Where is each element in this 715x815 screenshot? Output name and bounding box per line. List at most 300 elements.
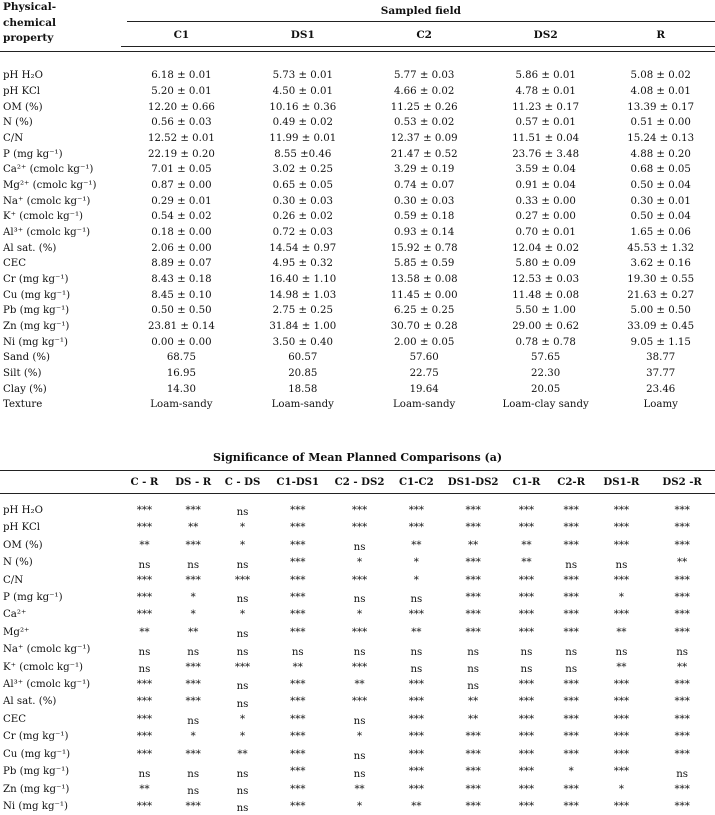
significance-cell: *** — [613, 574, 630, 586]
table-cell: 16.95 — [166, 367, 196, 379]
table-row — [0, 502, 715, 519]
significance-cell: *** — [465, 731, 481, 743]
significance-cell: ** — [616, 626, 627, 638]
blank-header — [0, 471, 121, 494]
significance-cell: *** — [613, 696, 630, 708]
significance-cell: ns — [676, 768, 689, 780]
table-row — [0, 225, 715, 241]
table-cell: 0.74 ± 0.07 — [393, 180, 455, 192]
significance-cell: *** — [408, 609, 424, 621]
significance-cell: ** — [468, 539, 479, 551]
table-cell: 68.75 — [166, 352, 196, 364]
table-cell: 21.47 ± 0.52 — [390, 148, 458, 160]
table-cell: 8.43 ± 0.18 — [151, 274, 212, 285]
significance-cell: ns — [520, 664, 533, 676]
significance-cell: * — [239, 609, 246, 621]
table-row — [0, 589, 715, 606]
table-cell: 23.46 — [646, 383, 676, 395]
significance-cell: *** — [136, 748, 153, 760]
significance-cell: *** — [613, 748, 630, 760]
table-cell: 4.08 ± 0.01 — [630, 86, 691, 98]
significance-cell: ns — [187, 716, 200, 728]
significance-cell: *** — [563, 592, 579, 604]
table-row — [0, 397, 715, 413]
property-header-line: Physical- — [3, 1, 57, 13]
table-cell: 0.56 ± 0.03 — [151, 117, 212, 129]
row-label: CEC — [3, 713, 27, 725]
comparisons-table — [0, 470, 715, 815]
significance-cell: ns — [467, 646, 480, 658]
table-cell: 29.00 ± 0.62 — [512, 320, 580, 332]
significance-cell: *** — [185, 539, 201, 551]
table-cell: 33.09 ± 0.45 — [627, 320, 695, 332]
table-row — [0, 131, 715, 147]
comparison-column-header: DS1-R — [603, 476, 640, 488]
significance-cell: * — [190, 609, 196, 621]
table-cell: 0.93 ± 0.14 — [393, 227, 455, 239]
significance-cell: ns — [236, 629, 249, 641]
significance-cell: ns — [291, 646, 304, 658]
significance-cell: ** — [411, 800, 422, 812]
row-label: Silt (%) — [3, 367, 42, 379]
significance-cell: *** — [185, 679, 201, 691]
row-label: C/N — [3, 574, 24, 586]
table-cell: 13.39 ± 0.17 — [627, 101, 695, 113]
table-cell: 14.30 — [166, 383, 196, 395]
significance-cell: *** — [290, 626, 306, 638]
table-cell: 12.52 ± 0.01 — [147, 133, 215, 145]
significance-cell: *** — [465, 574, 481, 586]
significance-cell: * — [190, 731, 196, 743]
significance-cell: *** — [234, 661, 251, 673]
significance-cell: *** — [408, 783, 424, 795]
significance-cell: *** — [290, 783, 306, 795]
significance-cell: *** — [674, 609, 690, 621]
table-cell: 15.24 ± 0.13 — [627, 133, 695, 145]
significance-cell: ** — [411, 626, 422, 638]
significance-cell: *** — [563, 609, 579, 621]
significance-cell: *** — [563, 783, 579, 795]
table-cell: 0.70 ± 0.01 — [515, 227, 576, 239]
row-label: OM (%) — [3, 539, 43, 551]
significance-cell: ns — [236, 698, 249, 710]
table-cell: 5.00 ± 0.50 — [630, 305, 691, 317]
table-cell: 21.63 ± 0.27 — [627, 289, 695, 301]
significance-cell: *** — [518, 626, 535, 638]
table-cell: 2.75 ± 0.25 — [272, 305, 333, 317]
significance-cell: *** — [465, 505, 481, 516]
significance-cell: ns — [410, 646, 423, 658]
table-cell: 14.98 ± 1.03 — [269, 289, 337, 301]
significance-cell: * — [357, 731, 363, 743]
significance-cell: *** — [563, 696, 579, 708]
table-cell: 23.81 ± 0.14 — [147, 320, 215, 332]
significance-cell: ** — [616, 661, 627, 673]
significance-cell: *** — [408, 696, 424, 708]
table-row — [0, 606, 715, 623]
table-cell: 0.57 ± 0.01 — [515, 117, 576, 129]
significance-cell: *** — [674, 783, 690, 795]
significance-cell: ns — [138, 768, 151, 780]
significance-cell: ns — [353, 594, 366, 606]
table-row — [0, 572, 715, 589]
table-cell: 13.58 ± 0.08 — [390, 274, 458, 285]
significance-cell: *** — [518, 783, 535, 795]
significance-cell: *** — [408, 748, 424, 760]
significance-cell: *** — [465, 800, 481, 812]
significance-cell: *** — [465, 748, 481, 760]
significance-cell: *** — [234, 574, 251, 586]
significance-cell: ns — [138, 664, 151, 676]
significance-cell: *** — [465, 766, 481, 778]
table-cell: 8.55 ±0.46 — [274, 148, 332, 160]
significance-cell: ns — [236, 559, 249, 571]
significance-cell: *** — [136, 800, 153, 812]
table-cell: 0.91 ± 0.04 — [515, 180, 576, 192]
significance-cell: ** — [468, 713, 479, 725]
row-label: P (mg kg⁻¹) — [3, 148, 63, 160]
row-label: Clay (%) — [3, 383, 47, 395]
table-row — [0, 335, 715, 351]
table-cell: 5.20 ± 0.01 — [151, 86, 212, 98]
significance-cell: *** — [465, 592, 481, 604]
table-cell: 6.18 ± 0.01 — [151, 70, 212, 82]
significance-cell: ** — [354, 783, 365, 795]
row-label: CEC — [3, 258, 27, 270]
significance-cell: ** — [292, 661, 303, 673]
physicochemical-table-body — [0, 68, 715, 412]
significance-cell: *** — [290, 505, 306, 516]
significance-cell: *** — [613, 679, 630, 691]
table-row — [0, 350, 715, 366]
comparisons-title: Significance of Mean Planned Comparisons (a) — [212, 451, 503, 464]
comparison-column-header: C - R — [130, 476, 159, 488]
significance-cell: *** — [674, 731, 690, 743]
row-label: pH H₂O — [3, 70, 43, 82]
table-cell: Loam-sandy — [271, 399, 334, 411]
significance-cell: * — [568, 766, 574, 778]
table-cell: 5.77 ± 0.03 — [393, 70, 455, 82]
property-header-line: property — [3, 32, 54, 45]
table-cell: 5.86 ± 0.01 — [515, 70, 576, 82]
row-label: C/N — [3, 133, 24, 145]
table-row — [0, 84, 715, 100]
table-row — [0, 178, 715, 194]
significance-cell: ns — [138, 559, 151, 571]
row-label: OM (%) — [3, 101, 43, 113]
table-cell: 4.78 ± 0.01 — [515, 86, 576, 98]
table-cell: 0.30 ± 0.01 — [630, 195, 691, 207]
significance-cell: ns — [236, 646, 249, 658]
table-cell: 15.92 ± 0.78 — [390, 242, 458, 254]
significance-cell: *** — [465, 609, 481, 621]
table-row — [0, 194, 715, 210]
property-header-line: chemical — [3, 16, 56, 29]
table-cell: 0.59 ± 0.18 — [393, 211, 455, 223]
significance-cell: *** — [518, 505, 535, 516]
table-cell: 0.50 ± 0.04 — [630, 180, 691, 192]
table-cell: Loam-sandy — [393, 399, 456, 411]
significance-cell: ns — [236, 507, 249, 519]
significance-cell: *** — [185, 800, 201, 812]
significance-cell: *** — [290, 574, 306, 586]
significance-cell: *** — [290, 592, 306, 604]
significance-cell: *** — [613, 609, 630, 621]
row-label: P (mg kg⁻¹) — [3, 592, 63, 604]
significance-cell: ns — [410, 594, 423, 606]
row-label: Cr (mg kg⁻¹) — [3, 274, 69, 285]
significance-cell: *** — [613, 713, 630, 725]
significance-cell: *** — [290, 800, 306, 812]
table-cell: 18.58 — [288, 383, 318, 395]
significance-cell: ns — [187, 646, 200, 658]
table-row — [0, 147, 715, 163]
table-cell: 5.80 ± 0.09 — [515, 258, 576, 270]
row-label: Mg²⁺ (cmolᴄ kg⁻¹) — [3, 180, 97, 192]
row-label: N (%) — [3, 117, 33, 129]
sampled-field-header — [121, 0, 715, 24]
table-cell: 3.02 ± 0.25 — [272, 164, 333, 176]
row-label: Cu (mg kg⁻¹) — [3, 289, 71, 301]
row-label: Sand (%) — [3, 352, 51, 364]
significance-cell: *** — [408, 505, 424, 516]
comparison-column-header: C - DS — [224, 476, 261, 488]
comparison-column-header: C1-DS1 — [276, 476, 320, 488]
table-cell: 8.45 ± 0.10 — [151, 289, 212, 301]
table-cell: 0.30 ± 0.03 — [272, 195, 333, 207]
comparison-column-header: DS2 -R — [662, 476, 702, 488]
significance-cell: * — [190, 592, 196, 604]
column-header-ds2: DS2 — [485, 24, 607, 47]
significance-cell: *** — [674, 713, 690, 725]
significance-cell: *** — [563, 800, 579, 812]
significance-cell: ns — [410, 664, 423, 676]
significance-cell: *** — [290, 679, 306, 691]
significance-cell: * — [357, 557, 363, 569]
table-row — [0, 519, 715, 536]
table-row — [0, 781, 715, 798]
row-label: Ca²⁺ (cmolᴄ kg⁻¹) — [3, 164, 94, 176]
table-cell: 9.05 ± 1.15 — [630, 336, 691, 348]
comparison-column-header: C2-R — [557, 476, 586, 488]
table-row — [0, 659, 715, 676]
comparison-column-header: DS1-DS2 — [447, 476, 499, 488]
row-label: Al sat. (%) — [3, 696, 57, 708]
row-label: Zn (mg kg⁻¹) — [3, 783, 70, 795]
significance-cell: *** — [185, 505, 201, 516]
significance-cell: ** — [677, 557, 688, 569]
significance-cell: ** — [521, 557, 532, 569]
significance-cell: *** — [674, 505, 690, 516]
table-row — [0, 728, 715, 745]
table-cell: 0.49 ± 0.02 — [272, 117, 333, 129]
significance-cell: *** — [613, 800, 630, 812]
significance-cell: ns — [676, 646, 689, 658]
significance-cell: ns — [353, 542, 366, 554]
significance-cell: *** — [674, 539, 690, 551]
table-row — [0, 115, 715, 131]
significance-cell: *** — [290, 731, 306, 743]
significance-cell: *** — [290, 557, 306, 569]
table-row — [0, 711, 715, 728]
table-cell: 37.77 — [646, 367, 676, 379]
table-cell: 57.65 — [531, 352, 561, 364]
comparisons-table-body — [0, 502, 715, 815]
significance-cell: *** — [613, 731, 630, 743]
significance-cell: ns — [236, 785, 249, 797]
significance-cell: *** — [518, 748, 535, 760]
significance-cell: *** — [563, 574, 579, 586]
row-label: Na⁺ (cmolᴄ kg⁻¹) — [3, 195, 91, 207]
significance-cell: ns — [187, 768, 200, 780]
table-row — [0, 641, 715, 658]
significance-cell: *** — [290, 748, 306, 760]
row-label: Pb (mg kg⁻¹) — [3, 766, 70, 778]
table-row — [0, 241, 715, 257]
significance-cell: *** — [518, 679, 535, 691]
row-label: Zn (mg kg⁻¹) — [3, 320, 70, 332]
significance-cell: *** — [136, 713, 153, 725]
table-cell: 4.88 ± 0.20 — [630, 148, 691, 160]
significance-cell: *** — [563, 679, 579, 691]
table-cell: 30.70 ± 0.28 — [390, 320, 458, 332]
significance-cell: *** — [136, 679, 153, 691]
significance-cell: *** — [136, 731, 153, 743]
significance-cell: *** — [136, 505, 153, 516]
table-cell: 5.08 ± 0.02 — [630, 70, 691, 82]
table-cell: 31.84 ± 1.00 — [269, 320, 337, 332]
significance-cell: ns — [236, 803, 249, 815]
significance-cell: *** — [563, 539, 579, 551]
significance-cell: *** — [674, 679, 690, 691]
significance-cell: *** — [185, 574, 201, 586]
row-label: K⁺ (cmolᴄ kg⁻¹) — [3, 211, 84, 223]
table-cell: 3.29 ± 0.19 — [393, 164, 455, 176]
significance-cell: *** — [351, 574, 368, 586]
significance-cell: *** — [563, 748, 579, 760]
comparison-column-header: C2 - DS2 — [334, 476, 385, 488]
table-row — [0, 68, 715, 84]
significance-cell: *** — [290, 539, 306, 551]
table-cell: 4.50 ± 0.01 — [272, 86, 333, 98]
significance-cell: *** — [518, 592, 535, 604]
table-cell: 11.99 ± 0.01 — [269, 133, 337, 145]
table-cell: 22.75 — [409, 367, 439, 379]
significance-cell: *** — [185, 661, 201, 673]
significance-cell: ** — [521, 539, 532, 551]
table-cell: 57.60 — [409, 352, 439, 364]
significance-cell: *** — [518, 574, 535, 586]
row-label: pH H₂O — [3, 505, 43, 516]
row-label: Texture — [3, 399, 43, 411]
significance-cell: *** — [674, 696, 690, 708]
table-cell: 5.85 ± 0.59 — [393, 258, 455, 270]
significance-cell: ** — [237, 748, 248, 760]
table-row — [0, 798, 715, 815]
table-cell: Loam-clay sandy — [502, 399, 589, 411]
table-cell: 0.87 ± 0.00 — [151, 180, 212, 192]
row-label: pH KCl — [3, 522, 41, 534]
significance-cell: *** — [518, 731, 535, 743]
table-cell: 4.95 ± 0.32 — [272, 258, 333, 270]
table-cell: 1.65 ± 0.06 — [630, 227, 691, 239]
significance-cell: *** — [408, 766, 424, 778]
significance-cell: ns — [187, 785, 200, 797]
row-label: Ni (mg kg⁻¹) — [3, 800, 68, 812]
table-cell: 22.30 — [531, 367, 561, 379]
significance-cell: ns — [520, 646, 533, 658]
table-cell: 3.62 ± 0.16 — [630, 258, 691, 270]
table-cell: 10.16 ± 0.36 — [269, 101, 337, 113]
table-cell: 16.40 ± 1.10 — [269, 274, 337, 285]
significance-cell: *** — [136, 592, 153, 604]
table-cell: 0.50 ± 0.04 — [630, 211, 691, 223]
significance-cell: *** — [674, 592, 690, 604]
significance-cell: *** — [674, 748, 690, 760]
row-label: Na⁺ (cmolᴄ kg⁻¹) — [3, 644, 91, 656]
table-cell: 14.54 ± 0.97 — [269, 242, 337, 254]
significance-cell: ns — [615, 646, 628, 658]
significance-cell: ns — [565, 664, 578, 676]
table-cell: 8.89 ± 0.07 — [151, 258, 212, 270]
table-row — [0, 256, 715, 272]
significance-cell: *** — [518, 713, 535, 725]
table-cell: 0.18 ± 0.00 — [151, 227, 212, 239]
significance-cell: ** — [188, 626, 199, 638]
significance-cell: *** — [351, 626, 368, 638]
significance-cell: *** — [408, 731, 424, 743]
table-cell: 11.51 ± 0.04 — [512, 133, 580, 145]
significance-cell: *** — [136, 574, 153, 586]
significance-cell: *** — [290, 713, 306, 725]
table-cell: 2.06 ± 0.00 — [151, 242, 212, 254]
significance-cell: *** — [136, 609, 153, 621]
row-label: Ni (mg kg⁻¹) — [3, 336, 68, 348]
significance-cell: *** — [613, 505, 630, 516]
significance-cell: *** — [518, 696, 535, 708]
significance-cell: *** — [465, 522, 481, 534]
significance-cell: *** — [674, 800, 690, 812]
significance-cell: *** — [518, 522, 535, 534]
significance-cell: * — [413, 557, 419, 569]
table-row — [0, 209, 715, 225]
comparison-column-header: DS - R — [175, 476, 212, 488]
row-label: Al³⁺ (cmolᴄ kg⁻¹) — [3, 227, 91, 239]
significance-cell: *** — [351, 696, 368, 708]
table-cell: 0.72 ± 0.03 — [272, 227, 333, 239]
table-row — [0, 319, 715, 335]
table-cell: 5.50 ± 1.00 — [515, 305, 576, 317]
table-cell: 11.45 ± 0.00 — [390, 289, 458, 301]
significance-cell: *** — [465, 783, 481, 795]
table-cell: 12.04 ± 0.02 — [512, 242, 580, 254]
table-cell: 0.30 ± 0.03 — [393, 195, 455, 207]
table-cell: 0.26 ± 0.02 — [272, 211, 333, 223]
significance-cell: *** — [518, 609, 535, 621]
significance-cell: ** — [139, 783, 150, 795]
comparison-column-header: C1-R — [512, 476, 541, 488]
comparison-column-header: C1-C2 — [399, 476, 434, 488]
significance-cell: *** — [613, 766, 630, 778]
column-header-c1: C1 — [121, 24, 242, 47]
significance-cell: * — [357, 800, 363, 812]
table-cell: 3.59 ± 0.04 — [515, 164, 576, 176]
significance-cell: ** — [354, 679, 365, 691]
row-label: Cu (mg kg⁻¹) — [3, 748, 71, 760]
significance-cell: ns — [353, 716, 366, 728]
table-cell: 11.23 ± 0.17 — [512, 101, 580, 113]
significance-cell: *** — [351, 505, 368, 516]
